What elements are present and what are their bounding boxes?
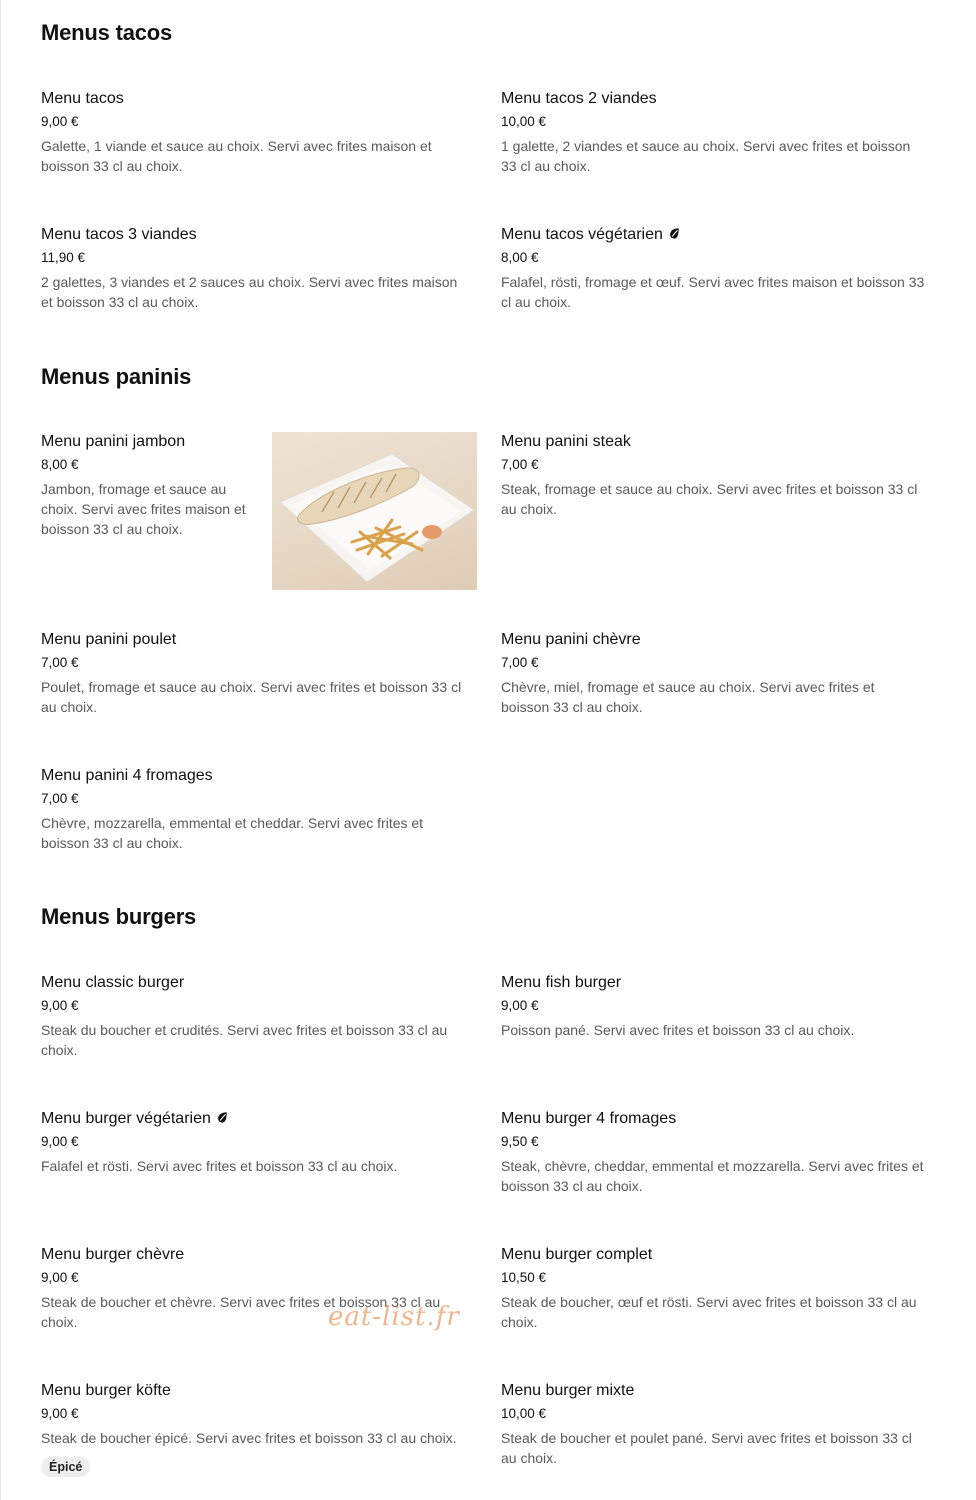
item-name: Menu classic burger — [41, 974, 185, 991]
menu-item-burger-mixte[interactable] — [501, 1381, 926, 1468]
item-price: 7,00 € — [41, 655, 79, 670]
item-price: 10,50 € — [501, 1270, 547, 1285]
item-name: Menu tacos 3 viandes — [41, 226, 197, 243]
item-description: Chèvre, miel, fromage et sauce au choix. Servi avec frites et boisson 33 cl au choix. — [501, 679, 875, 715]
item-name: Menu panini jambon — [41, 433, 186, 450]
item-name: Menu tacos 2 viandes — [501, 90, 657, 107]
menu-item-burger-kofte[interactable] — [41, 1381, 471, 1477]
section-title-paninis: Menus paninis — [41, 364, 192, 389]
item-description: Jambon, fromage et sauce au choix. Servi avec frites maison et boisson 33 cl au choix. — [41, 481, 246, 537]
item-name: Menu tacos végétarien — [501, 226, 663, 243]
section-title-burgers: Menus burgers — [41, 904, 197, 929]
item-description: Galette, 1 viande et sauce au choix. Servi avec frites maison et boisson 33 cl au choix. — [41, 138, 432, 174]
item-name: Menu burger complet — [501, 1246, 653, 1263]
item-name: Menu panini 4 fromages — [41, 767, 213, 784]
item-price: 9,00 € — [501, 998, 539, 1013]
item-name: Menu burger chèvre — [41, 1246, 185, 1263]
item-price: 9,00 € — [41, 1406, 79, 1421]
menu-item-tacos[interactable] — [41, 89, 461, 176]
item-price: 7,00 € — [41, 791, 79, 806]
item-name-row — [41, 1109, 466, 1129]
item-name: Menu panini chèvre — [501, 631, 641, 648]
item-description: Steak de boucher et chèvre. Servi avec frites et boisson 33 cl au choix. — [41, 1294, 441, 1330]
item-description: Steak de boucher, œuf et rösti. Servi avec frites et boisson 33 cl au choix. — [501, 1294, 917, 1330]
item-description: Steak de boucher et poulet pané. Servi avec frites et boisson 33 cl au choix. — [501, 1430, 912, 1466]
panini-with-fries-photo[interactable] — [272, 432, 477, 590]
item-name: Menu panini poulet — [41, 631, 177, 648]
spicy-badge: Épicé — [41, 1457, 90, 1477]
item-price: 8,00 € — [501, 250, 539, 265]
menu-item-classic-burger[interactable] — [41, 973, 466, 1060]
item-description: 1 galette, 2 viandes et sauce au choix. Servi avec frites et boisson 33 cl au choix. — [501, 138, 911, 174]
menu-item-panini-chevre[interactable] — [501, 630, 896, 717]
item-price: 9,00 € — [41, 114, 79, 129]
item-price: 9,00 € — [41, 998, 79, 1013]
page-edge-rule — [0, 0, 1, 1500]
item-price: 9,50 € — [501, 1134, 539, 1149]
watermark: eat-list.fr — [328, 1302, 460, 1332]
item-description: Chèvre, mozzarella, emmental et cheddar. Servi avec frites et boisson 33 cl au choix. — [41, 815, 424, 851]
menu-item-burger-vegetarien[interactable] — [41, 1109, 466, 1176]
item-name: Menu burger köfte — [41, 1382, 171, 1399]
item-price: 7,00 € — [501, 655, 539, 670]
leaf-icon — [215, 1110, 229, 1124]
item-price: 9,00 € — [41, 1134, 79, 1149]
item-price: 10,00 € — [501, 1406, 547, 1421]
menu-item-burger-complet[interactable] — [501, 1245, 929, 1332]
item-description: 2 galettes, 3 viandes et 2 sauces au choix. Servi avec frites maison et boisson 33 cl au choix. — [41, 274, 458, 310]
item-price: 7,00 € — [501, 457, 539, 472]
item-name: Menu tacos — [41, 90, 124, 107]
item-description: Steak, fromage et sauce au choix. Servi avec frites et boisson 33 cl au choix. — [501, 481, 918, 517]
menu-item-panini-4-fromages[interactable] — [41, 766, 441, 853]
item-name: Menu burger mixte — [501, 1382, 635, 1399]
panini-plate-illustration — [272, 432, 477, 590]
menu-item-tacos-3-viandes[interactable] — [41, 225, 466, 312]
leaf-icon — [667, 226, 681, 240]
item-name: Menu burger 4 fromages — [501, 1110, 677, 1127]
menu-item-burger-4-fromages[interactable] — [501, 1109, 926, 1196]
menu-item-panini-steak[interactable] — [501, 432, 926, 519]
item-name: Menu burger végétarien — [41, 1110, 211, 1127]
item-description: Steak du boucher et crudités. Servi avec frites et boisson 33 cl au choix. — [41, 1022, 448, 1058]
item-price: 11,90 € — [41, 250, 86, 265]
item-name: Menu fish burger — [501, 974, 622, 991]
item-price: 10,00 € — [501, 114, 547, 129]
item-description: Steak, chèvre, cheddar, emmental et mozzarella. Servi avec frites et boisson 33 cl au choix. — [501, 1158, 924, 1194]
section-title-tacos: Menus tacos — [41, 20, 173, 45]
item-description: Poulet, fromage et sauce au choix. Servi avec frites et boisson 33 cl au choix. — [41, 679, 462, 715]
menu-item-tacos-2-viandes[interactable] — [501, 89, 926, 176]
item-description: Falafel, rösti, fromage et œuf. Servi avec frites maison et boisson 33 cl au choix. — [501, 274, 925, 310]
item-price: 9,00 € — [41, 1270, 79, 1285]
item-name-row — [501, 225, 926, 245]
item-name: Menu panini steak — [501, 433, 631, 450]
item-price: 8,00 € — [41, 457, 79, 472]
menu-item-panini-jambon[interactable] — [41, 432, 259, 539]
item-description: Poisson pané. Servi avec frites et boisson 33 cl au choix. — [501, 1022, 855, 1038]
item-description: Steak de boucher épicé. Servi avec frites et boisson 33 cl au choix. — [41, 1430, 457, 1446]
menu-item-fish-burger[interactable] — [501, 973, 926, 1040]
item-description: Falafel et rösti. Servi avec frites et boisson 33 cl au choix. — [41, 1158, 398, 1174]
menu-item-tacos-vegetarien[interactable] — [501, 225, 926, 312]
menu-item-panini-poulet[interactable] — [41, 630, 471, 717]
